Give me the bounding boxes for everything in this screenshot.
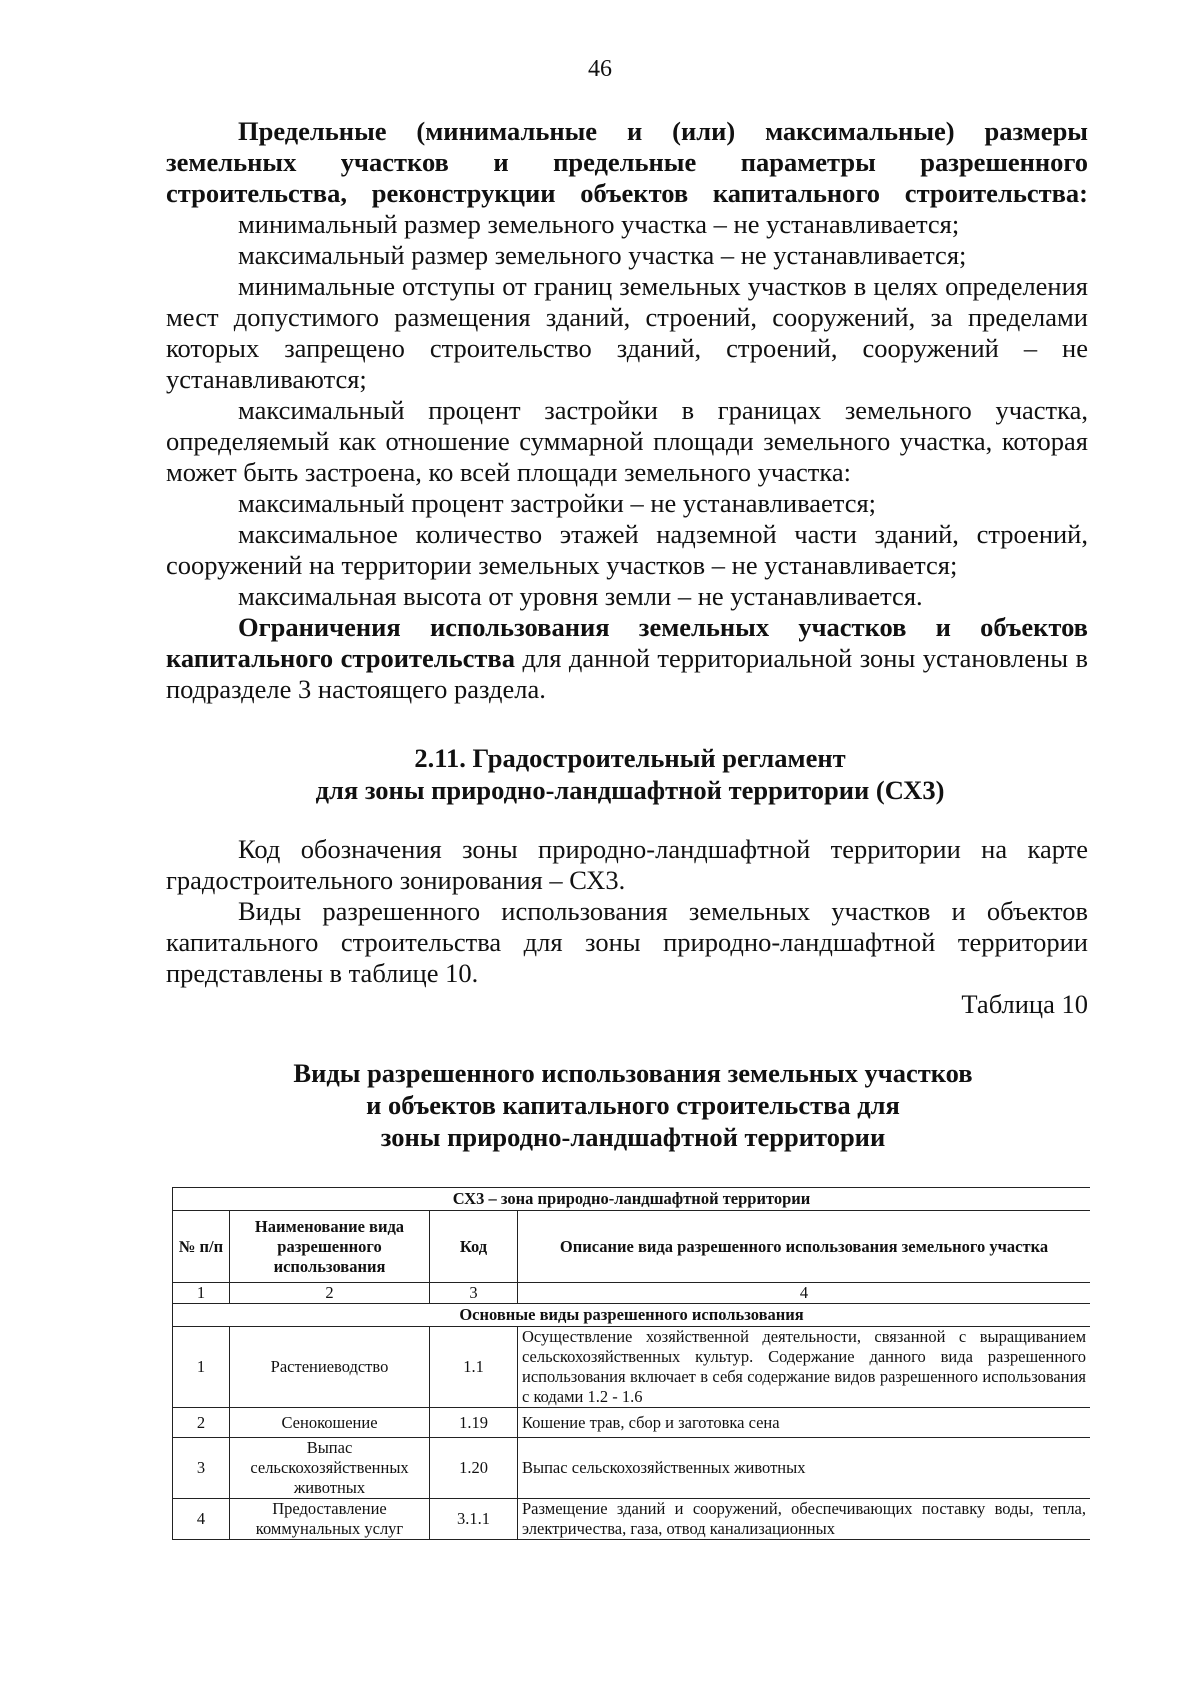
row-name: Растениеводство xyxy=(230,1327,430,1408)
zone-code-paragraph: Код обозначения зоны природно-ландшафтной территории на карте градостроительного зонирования – СХ3. xyxy=(166,834,1088,895)
min-size-line: минимальный размер земельного участка – не устанавливается; xyxy=(238,209,960,239)
column-number: 4 xyxy=(518,1283,1091,1304)
table-header-row xyxy=(173,1211,1091,1283)
header-code: Код xyxy=(430,1211,518,1283)
height-line: максимальная высота от уровня земли – не устанавливается. xyxy=(238,581,923,611)
permitted-uses-table-wrap xyxy=(172,1187,1090,1653)
limits-section xyxy=(166,116,1088,705)
column-numbers-row xyxy=(173,1283,1091,1304)
row-description: Кошение трав, сбор и заготовка сена xyxy=(518,1408,1091,1438)
row-name: Предоставление коммунальных услуг xyxy=(230,1499,430,1540)
group-title: Основные виды разрешенного использования xyxy=(173,1304,1091,1327)
section-body xyxy=(166,834,1088,1020)
header-num: № п/п xyxy=(173,1211,230,1283)
coverage-line: максимальный процент застройки – не устанавливается; xyxy=(238,488,877,518)
header-description: Описание вида разрешенного использования земельного участка xyxy=(518,1211,1091,1283)
row-description: Размещение зданий и сооружений, обеспечивающих поставку воды, тепла, электричества, газа, отвод канализационных xyxy=(518,1499,1091,1540)
row-code: 3.1.1 xyxy=(430,1499,518,1540)
section-title-line-1: 2.11. Градостроительный регламент xyxy=(414,743,846,773)
row-num: 2 xyxy=(173,1408,230,1438)
table-row xyxy=(173,1408,1091,1438)
limits-heading-line-1: Предельные (минимальные и (или) максимальные) размеры xyxy=(238,116,1088,146)
max-size-line: максимальный размер земельного участка – не устанавливается; xyxy=(238,240,967,270)
row-code: 1.20 xyxy=(430,1438,518,1499)
table-title-line-1: Виды разрешенного использования земельных участков xyxy=(293,1058,973,1088)
table-row xyxy=(173,1438,1091,1499)
limits-heading-line-3: строительства, реконструкции объектов капитального строительства: xyxy=(166,178,1088,208)
coverage-intro-paragraph: максимальный процент застройки в границах земельного участка, определяемый как отношение суммарной площади земельного участка, которая может быть застроена, ко всей площади земельного участка: xyxy=(166,395,1088,487)
row-code: 1.1 xyxy=(430,1327,518,1408)
table-row xyxy=(173,1327,1091,1408)
table-row xyxy=(173,1499,1091,1540)
table-zone-title: СХ3 – зона природно-ландшафтной территории xyxy=(173,1188,1091,1211)
row-code: 1.19 xyxy=(430,1408,518,1438)
group-row xyxy=(173,1304,1091,1327)
column-number: 1 xyxy=(173,1283,230,1304)
permitted-uses-table xyxy=(172,1187,1090,1540)
restrictions-paragraph xyxy=(166,612,1088,705)
header-name: Наименование вида разрешенного использования xyxy=(230,1211,430,1283)
table-title-line-2: и объектов капитального строительства для xyxy=(366,1090,900,1120)
limits-heading-line-2: земельных участков и предельные параметры разрешенного xyxy=(166,147,1088,177)
row-description: Выпас сельскохозяйственных животных xyxy=(518,1438,1091,1499)
row-num: 3 xyxy=(173,1438,230,1499)
setbacks-paragraph: минимальные отступы от границ земельных участков в целях определения мест допустимого размещения зданий, строений, сооружений, за пределами которых запрещено строительство зданий, строений, сооружений – не устанавливаются; xyxy=(166,271,1088,394)
section-title xyxy=(0,742,1200,806)
table-label: Таблица 10 xyxy=(961,989,1088,1019)
row-num: 4 xyxy=(173,1499,230,1540)
table-title xyxy=(0,1057,1200,1153)
row-name: Выпас сельскохозяйственных животных xyxy=(230,1438,430,1499)
column-number: 2 xyxy=(230,1283,430,1304)
restrictions-bold: Ограничения использования земельных участков и объектов капитального строительства xyxy=(166,612,1088,673)
page-number: 46 xyxy=(588,56,612,82)
table-zone-row xyxy=(173,1188,1091,1211)
restrictions-rest: для данной территориальной зоны установлены в подразделе 3 настоящего раздела. xyxy=(166,643,1088,704)
zone-uses-paragraph: Виды разрешенного использования земельных участков и объектов капитального строительства для зоны природно-ландшафтной территории представлены в таблице 10. xyxy=(166,896,1088,988)
column-number: 3 xyxy=(430,1283,518,1304)
section-title-line-2: для зоны природно-ландшафтной территории (СХ3) xyxy=(315,775,945,805)
floors-paragraph: максимальное количество этажей надземной части зданий, строений, сооружений на территории земельных участков – не устанавливается; xyxy=(166,519,1088,580)
row-num: 1 xyxy=(173,1327,230,1408)
row-description: Осуществление хозяйственной деятельности, связанной с выращиванием сельскохозяйственных культур. Содержание данного вида разрешенного использования включает в себя содержание видов разрешенного использования с кодами 1.2 - 1.6 xyxy=(518,1327,1091,1408)
table-title-line-3: зоны природно-ландшафтной территории xyxy=(380,1122,886,1152)
row-name: Сенокошение xyxy=(230,1408,430,1438)
